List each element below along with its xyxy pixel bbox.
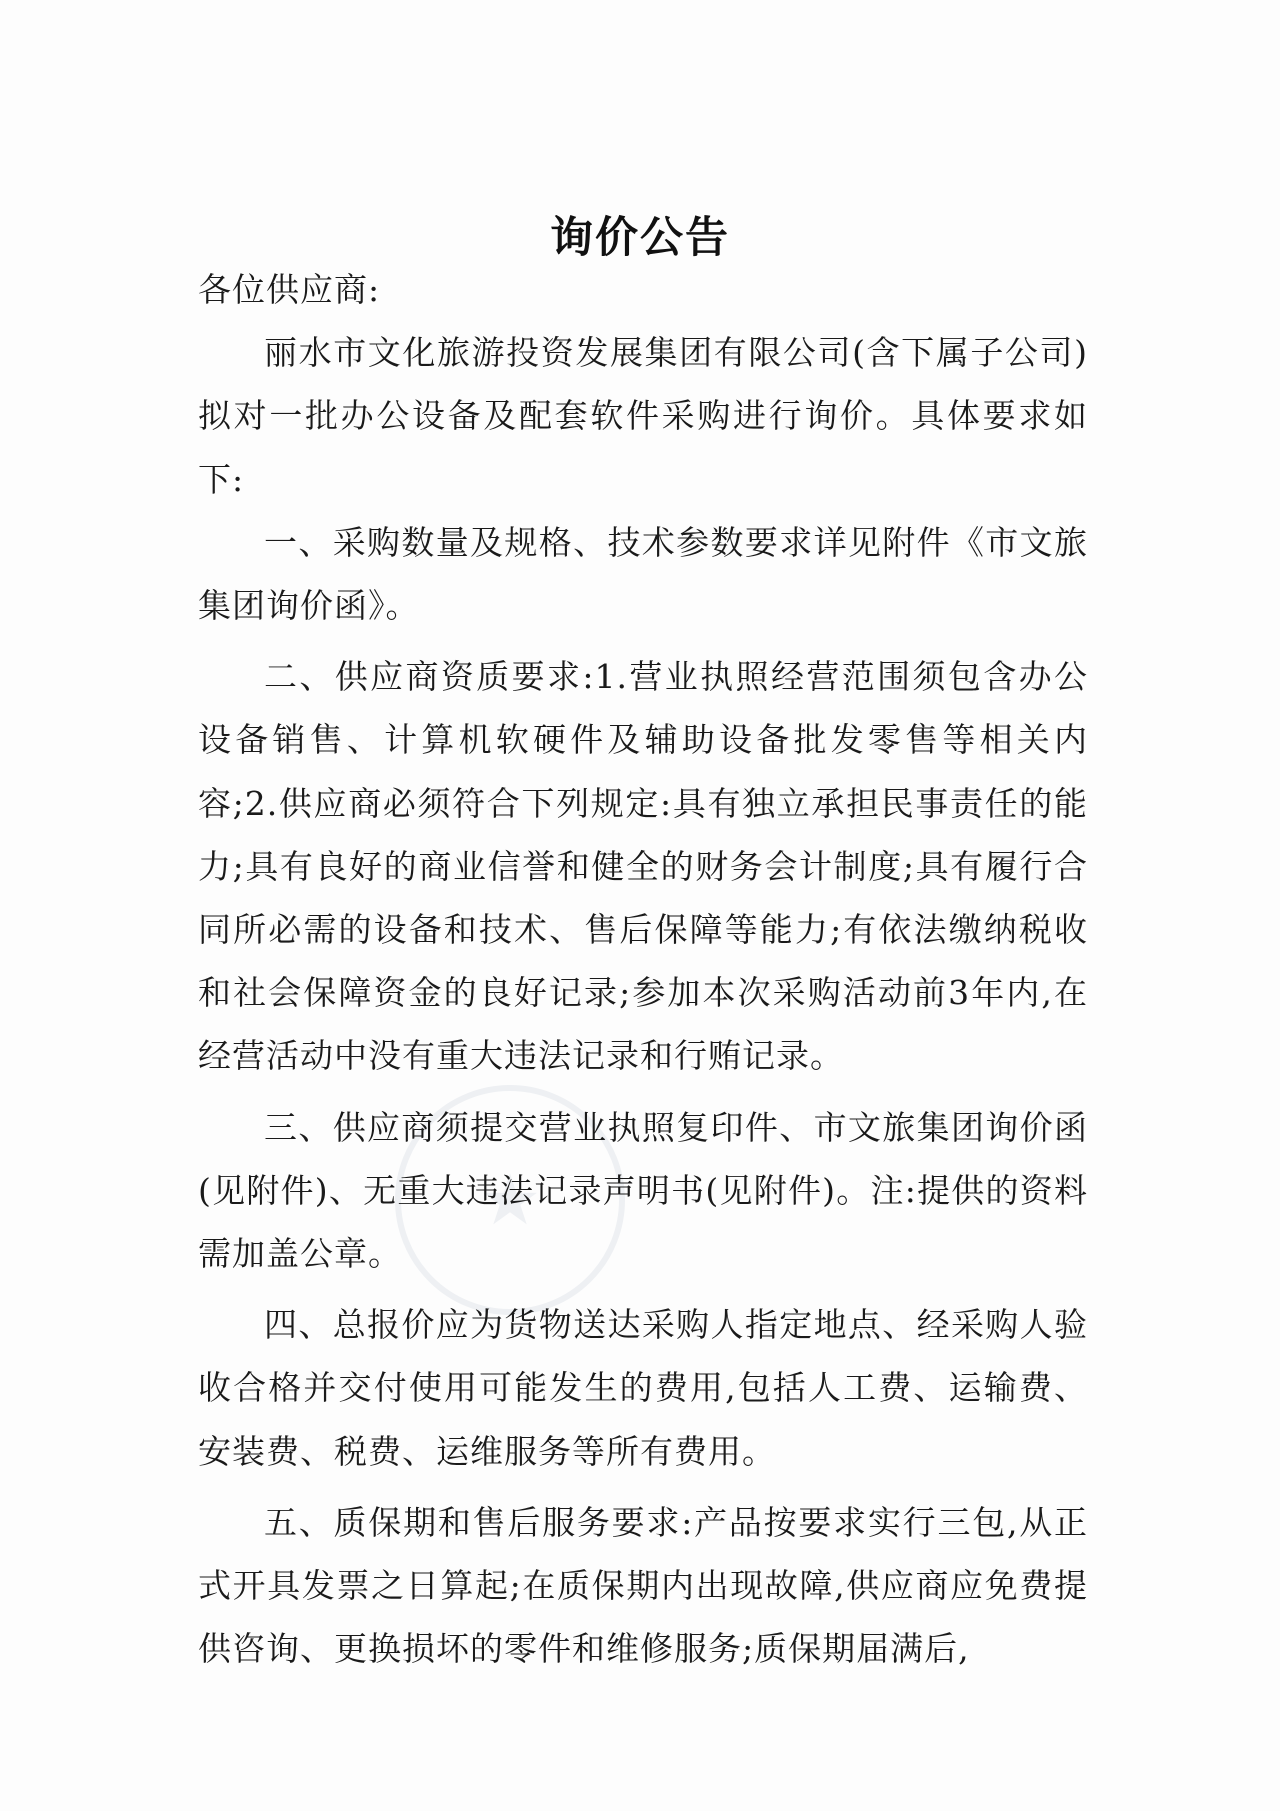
paragraph-item-1: 一、采购数量及规格、技术参数要求详见附件《市文旅集团询价函》。 [198, 522, 1088, 626]
paragraph-item-2: 二、供应商资质要求:1.营业执照经营范围须包含办公设备销售、计算机软硬件及辅助设备批发零售等相关内容;2.供应商必须符合下列规定:具有独立承担民事责任的能力;具有良好的商业信誉和健全的财务会计制度;具有履行合同所必需的设备和技术、售后保障等能力;有依法缴纳税收和社会保障资金的良好记录;参加本次采购活动前3年内,在经营活动中没有重大违法记录和行贿记录。 [198, 657, 1088, 1076]
paragraph-item-3: 三、供应商须提交营业执照复印件、市文旅集团询价函(见附件)、无重大违法记录声明书(见附件)。注:提供的资料需加盖公章。 [198, 1107, 1088, 1274]
paragraph-item-5: 五、质保期和售后服务要求:产品按要求实行三包,从正式开具发票之日算起;在质保期内出现故障,供应商应免费提供咨询、更换损坏的零件和维修服务;质保期届满后, [198, 1502, 1088, 1669]
page-title: 询价公告 [550, 212, 730, 263]
paragraph-item-4: 四、总报价应为货物送达采购人指定地点、经采购人验收合格并交付使用可能发生的费用,包括人工费、运输费、安装费、税费、运维服务等所有费用。 [198, 1305, 1088, 1471]
document-body [198, 258, 1088, 1680]
paragraph-intro: 丽水市文化旅游投资发展集团有限公司(含下属子公司)拟对一批办公设备及配套软件采购进行询价。具体要求如下: [198, 333, 1088, 499]
greeting: 各位供应商: [198, 270, 381, 309]
